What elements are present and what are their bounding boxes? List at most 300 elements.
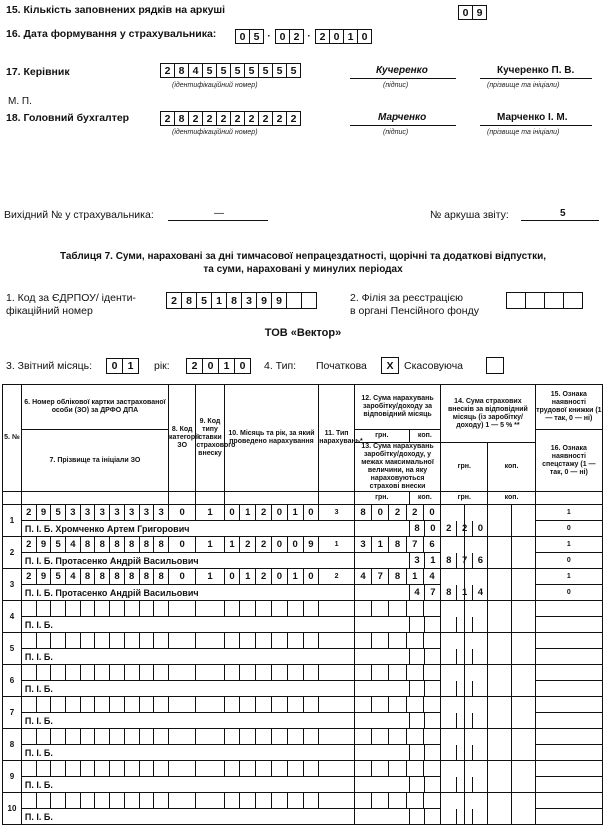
digit-cell[interactable] bbox=[525, 292, 545, 309]
card-digit bbox=[37, 633, 52, 648]
flag15-cell[interactable] bbox=[535, 697, 602, 713]
period-digit bbox=[256, 665, 272, 680]
sum13-digit bbox=[410, 713, 426, 728]
sum12-digit: 0 bbox=[372, 505, 389, 520]
card-number-cell[interactable] bbox=[21, 537, 168, 553]
type-cell[interactable] bbox=[319, 729, 355, 745]
head-id-cells[interactable] bbox=[160, 63, 300, 78]
period-digit bbox=[240, 793, 256, 808]
card-digit: 5 bbox=[51, 505, 66, 520]
digit-cell[interactable]: 1 bbox=[343, 29, 358, 44]
cancel-label: Скасовуюча bbox=[404, 360, 464, 372]
type-cell[interactable] bbox=[319, 761, 355, 777]
sum13-cell[interactable] bbox=[409, 585, 488, 601]
digit-cell[interactable]: 8 bbox=[174, 63, 189, 78]
digit-cell[interactable]: 0 bbox=[458, 5, 473, 20]
sum13-digit bbox=[425, 617, 441, 632]
card-digit bbox=[66, 761, 81, 776]
person-name-cell[interactable]: П. І. Б. bbox=[21, 809, 354, 825]
sum12-digit bbox=[389, 761, 406, 776]
digit-cell[interactable]: 8 bbox=[181, 292, 197, 309]
period-digit bbox=[272, 729, 288, 744]
card-digit bbox=[95, 697, 110, 712]
flag16-cell[interactable] bbox=[535, 777, 602, 793]
card-digit: 8 bbox=[158, 570, 164, 582]
col12-kop: коп. bbox=[409, 430, 441, 443]
period-cell[interactable] bbox=[224, 761, 319, 777]
period-digit: 1 bbox=[288, 569, 304, 584]
period-cell[interactable] bbox=[224, 633, 319, 649]
digit-cell[interactable]: 9 bbox=[256, 292, 272, 309]
edrpou-cells[interactable] bbox=[166, 292, 316, 309]
digit-cell[interactable]: 5 bbox=[244, 63, 259, 78]
digit-cell[interactable]: 2 bbox=[272, 111, 287, 126]
period-cell[interactable] bbox=[224, 729, 319, 745]
accountant-name-caption: (прізвище та ініціали) bbox=[487, 129, 560, 136]
head-label: 17. Керівник bbox=[6, 66, 70, 78]
col14-header: 14. Сума страхових внесків за відповідний місяць (із заробітку/ доходу) 1 — 5 % ** bbox=[441, 385, 536, 443]
card-digit: 8 bbox=[125, 569, 140, 584]
sum13-digit bbox=[410, 649, 426, 664]
digit-cell[interactable] bbox=[286, 292, 302, 309]
digit-cell[interactable]: 2 bbox=[160, 111, 175, 126]
rate-cell[interactable] bbox=[196, 665, 224, 681]
sum12-cell[interactable] bbox=[354, 793, 440, 809]
card-number-cell[interactable] bbox=[21, 729, 168, 745]
flag15-cell[interactable] bbox=[535, 665, 602, 681]
sum13-digit: 8 bbox=[410, 521, 426, 536]
sum13-cell[interactable] bbox=[409, 777, 488, 793]
col7-header: 7. Прізвище та ініціали ЗО bbox=[21, 430, 168, 492]
person-name-cell[interactable]: П. І. Б. bbox=[21, 713, 354, 729]
digit-cell[interactable] bbox=[544, 292, 564, 309]
month-cells[interactable] bbox=[106, 358, 138, 374]
digit-cell[interactable]: 9 bbox=[271, 292, 287, 309]
card-number-cell[interactable] bbox=[21, 761, 168, 777]
card-digit: 3 bbox=[110, 505, 125, 520]
period-digit: 0 bbox=[308, 570, 314, 582]
sum13-cell[interactable] bbox=[409, 745, 488, 761]
sum13-digit bbox=[473, 713, 488, 728]
sum14-digit bbox=[488, 665, 512, 696]
category-digit: 0 bbox=[179, 506, 185, 518]
row-number: 5 bbox=[3, 633, 22, 665]
digit-cell[interactable] bbox=[506, 292, 526, 309]
period-digit: 1 bbox=[240, 505, 256, 520]
sum12-cell[interactable] bbox=[354, 569, 440, 585]
sum12-cell[interactable] bbox=[354, 665, 440, 681]
head-signature: Кучеренко bbox=[376, 65, 428, 76]
sum13-digit: 8 bbox=[441, 553, 457, 568]
digit-cell[interactable]: 1 bbox=[218, 358, 235, 374]
period-digit bbox=[304, 761, 319, 776]
digit-cell[interactable]: 9 bbox=[472, 5, 487, 20]
card-digit: 3 bbox=[158, 506, 164, 518]
card-number-cell[interactable] bbox=[21, 505, 168, 521]
flag16-cell[interactable]: 0 bbox=[535, 521, 602, 537]
card-digit bbox=[154, 729, 168, 744]
accountant-id-cells[interactable] bbox=[160, 111, 300, 126]
rate-digit bbox=[196, 601, 223, 616]
digit-cell[interactable]: 0 bbox=[202, 358, 219, 374]
sum13-cell[interactable] bbox=[409, 649, 488, 665]
rate-digit bbox=[196, 633, 223, 648]
sum12-cell[interactable] bbox=[354, 697, 440, 713]
sum13-cell[interactable] bbox=[409, 809, 488, 825]
period-digit bbox=[225, 665, 241, 680]
sum12-digit bbox=[424, 761, 440, 776]
digit-cell[interactable] bbox=[301, 292, 317, 309]
sum14-digit bbox=[512, 537, 535, 568]
head-id-caption: (ідентифікаційний номер) bbox=[172, 82, 258, 89]
rate-cell[interactable] bbox=[196, 569, 224, 585]
person-name-cell[interactable]: П. І. Б. bbox=[21, 681, 354, 697]
flag16-cell[interactable] bbox=[535, 745, 602, 761]
digit-cell[interactable]: 8 bbox=[226, 292, 242, 309]
digit-cell[interactable]: 2 bbox=[258, 111, 273, 126]
sum12-digit: 7 bbox=[407, 537, 424, 552]
accountant-name: Марченко І. М. bbox=[497, 112, 568, 123]
rows-count-cells[interactable] bbox=[458, 5, 486, 20]
flag15-cell[interactable] bbox=[535, 601, 602, 617]
digit-cell[interactable]: 5 bbox=[258, 63, 273, 78]
card-digit: 3 bbox=[81, 505, 96, 520]
period-cell[interactable] bbox=[224, 793, 319, 809]
flag16-cell[interactable] bbox=[535, 617, 602, 633]
row-number: 7 bbox=[3, 697, 22, 729]
sum12-digit: 1 bbox=[407, 569, 424, 584]
digit-cell[interactable]: 2 bbox=[216, 111, 231, 126]
period-digit bbox=[240, 697, 256, 712]
card-digit bbox=[37, 697, 52, 712]
rate-digit bbox=[196, 697, 223, 712]
period-digit bbox=[225, 729, 241, 744]
category-cell[interactable] bbox=[169, 729, 196, 745]
year-cells[interactable] bbox=[186, 358, 250, 374]
digit-cell[interactable]: 0 bbox=[234, 358, 251, 374]
sum12-cell[interactable] bbox=[354, 729, 440, 745]
flag15-cell[interactable] bbox=[535, 793, 602, 809]
flag16-cell[interactable] bbox=[535, 649, 602, 665]
period-digit bbox=[240, 761, 256, 776]
flag15-cell[interactable]: 1 bbox=[535, 537, 602, 553]
card-digit bbox=[37, 729, 52, 744]
flag15-cell[interactable]: 1 bbox=[535, 505, 602, 521]
card-digit bbox=[51, 729, 66, 744]
person-name-cell[interactable]: П. І. Б. bbox=[21, 617, 354, 633]
company-name: ТОВ «Вектор» bbox=[264, 327, 342, 339]
card-number-cell[interactable] bbox=[21, 569, 168, 585]
type-cell[interactable]: 1 bbox=[319, 537, 355, 553]
rate-cell[interactable] bbox=[196, 633, 224, 649]
type-cell[interactable] bbox=[319, 665, 355, 681]
col10-header: 10. Місяць та рік, за який проведено нарахування bbox=[224, 385, 319, 492]
category-digit bbox=[169, 601, 195, 616]
rate-cell[interactable] bbox=[196, 761, 224, 777]
rate-digit bbox=[196, 729, 223, 744]
digit-cell[interactable]: 0 bbox=[275, 29, 290, 44]
sum12-digit bbox=[372, 793, 389, 808]
person-name-cell[interactable]: П. І. Б. bbox=[21, 745, 354, 761]
person-name-cell[interactable]: П. І. Б. Протасенко Андрій Васильович bbox=[21, 553, 354, 569]
branch-cells[interactable] bbox=[506, 292, 582, 309]
sum13-digit bbox=[457, 681, 473, 696]
category-cell[interactable] bbox=[169, 665, 196, 681]
sum13-digit bbox=[441, 777, 457, 792]
sum13-digit bbox=[410, 745, 426, 760]
period-digit: 2 bbox=[240, 537, 256, 552]
digit-cell[interactable]: 2 bbox=[286, 111, 301, 126]
digit-cell[interactable]: 0 bbox=[329, 29, 344, 44]
digit-cell[interactable]: 3 bbox=[241, 292, 257, 309]
card-number-cell[interactable] bbox=[21, 697, 168, 713]
card-digit bbox=[81, 793, 96, 808]
card-digit: 8 bbox=[140, 537, 155, 552]
period-cell[interactable] bbox=[224, 505, 319, 521]
period-digit bbox=[288, 793, 304, 808]
digit-cell[interactable]: 2 bbox=[315, 29, 330, 44]
period-digit bbox=[304, 633, 319, 648]
card-digit bbox=[125, 729, 140, 744]
sum12-digit: 2 bbox=[389, 505, 406, 520]
sum12-cell[interactable] bbox=[354, 761, 440, 777]
sum12-cell[interactable] bbox=[354, 601, 440, 617]
sum12-cell[interactable] bbox=[354, 633, 440, 649]
type-cell[interactable] bbox=[319, 793, 355, 809]
sum13-cell[interactable] bbox=[409, 713, 488, 729]
card-digit: 8 bbox=[95, 537, 110, 552]
card-number-cell[interactable] bbox=[21, 665, 168, 681]
digit-cell[interactable]: 0 bbox=[357, 29, 372, 44]
sum13-digit bbox=[473, 809, 488, 824]
cancel-checkbox[interactable] bbox=[486, 357, 504, 374]
category-cell[interactable] bbox=[169, 569, 196, 585]
period-digit bbox=[272, 633, 288, 648]
sum13-digit: 1 bbox=[425, 553, 441, 568]
digit-cell[interactable]: 2 bbox=[230, 111, 245, 126]
sum12-digit bbox=[424, 793, 440, 808]
flag15-cell[interactable] bbox=[535, 761, 602, 777]
digit-cell[interactable]: 8 bbox=[174, 111, 189, 126]
digit-cell[interactable] bbox=[563, 292, 583, 309]
digit-cell[interactable]: 5 bbox=[230, 63, 245, 78]
card-number-cell[interactable] bbox=[21, 633, 168, 649]
sum13-digit bbox=[457, 713, 473, 728]
rate-cell[interactable] bbox=[196, 601, 224, 617]
period-digit: 9 bbox=[308, 538, 314, 550]
card-digit: 8 bbox=[110, 569, 125, 584]
card-digit bbox=[140, 601, 155, 616]
digit-cell[interactable]: 2 bbox=[166, 292, 182, 309]
card-digit bbox=[154, 793, 168, 808]
digit-cell[interactable]: 5 bbox=[286, 63, 301, 78]
flag16-cell[interactable]: 0 bbox=[535, 553, 602, 569]
card-digit bbox=[51, 793, 66, 808]
digit-cell[interactable]: 2 bbox=[186, 358, 203, 374]
period-digit bbox=[240, 633, 256, 648]
category-digit bbox=[169, 793, 195, 808]
rate-cell[interactable] bbox=[196, 697, 224, 713]
sum13-digit: 0 bbox=[425, 521, 441, 536]
row-number: 1 bbox=[3, 505, 22, 537]
period-cell[interactable] bbox=[224, 537, 319, 553]
rate-cell[interactable] bbox=[196, 505, 224, 521]
col15-header: 15. Ознака наявності трудової книжки (1 — так, 0 — ні) bbox=[535, 385, 602, 430]
sum13-cell[interactable] bbox=[409, 681, 488, 697]
digit-cell[interactable]: 2 bbox=[244, 111, 259, 126]
category-cell[interactable] bbox=[169, 633, 196, 649]
person-name-cell[interactable]: П. І. Б. bbox=[21, 649, 354, 665]
digit-cell[interactable]: 0 bbox=[235, 29, 250, 44]
sum13-cell[interactable] bbox=[409, 553, 488, 569]
card-digit bbox=[154, 697, 168, 712]
sum12-digit bbox=[424, 601, 440, 616]
flag16-cell[interactable] bbox=[535, 681, 602, 697]
sum14-digit bbox=[488, 601, 512, 632]
digit-cell[interactable]: 2 bbox=[202, 111, 217, 126]
card-digit bbox=[110, 793, 125, 808]
card-number-cell[interactable] bbox=[21, 793, 168, 809]
digit-cell[interactable]: 2 bbox=[160, 63, 175, 78]
digit-cell[interactable]: 5 bbox=[272, 63, 287, 78]
sum13-cell[interactable] bbox=[409, 521, 488, 537]
name-caption: (прізвище та ініціали) bbox=[487, 82, 560, 89]
card-digit bbox=[51, 697, 66, 712]
card-digit bbox=[110, 665, 125, 680]
sum13-digit bbox=[425, 745, 441, 760]
row-number: 8 bbox=[3, 729, 22, 761]
digit-cell[interactable]: 2 bbox=[289, 29, 304, 44]
type-cell[interactable] bbox=[319, 697, 355, 713]
period-digit bbox=[256, 697, 272, 712]
period-digit: 0 bbox=[272, 569, 288, 584]
sum12-digit bbox=[355, 729, 372, 744]
card-digit bbox=[110, 601, 125, 616]
flag16-cell[interactable]: 0 bbox=[535, 585, 602, 601]
flag15-cell[interactable] bbox=[535, 633, 602, 649]
card-digit: 3 bbox=[95, 505, 110, 520]
card-digit: 2 bbox=[22, 505, 37, 520]
rate-cell[interactable] bbox=[196, 793, 224, 809]
digit-cell[interactable]: 2 bbox=[188, 111, 203, 126]
category-cell[interactable] bbox=[169, 793, 196, 809]
digit-cell[interactable]: 1 bbox=[211, 292, 227, 309]
type-cell[interactable] bbox=[319, 633, 355, 649]
sum13-cell[interactable] bbox=[409, 617, 488, 633]
category-cell[interactable] bbox=[169, 697, 196, 713]
digit-cell[interactable]: 5 bbox=[249, 29, 264, 44]
card-number-cell[interactable] bbox=[21, 601, 168, 617]
type-cell[interactable] bbox=[319, 601, 355, 617]
mp-label: М. П. bbox=[8, 96, 32, 107]
period-digit bbox=[288, 665, 304, 680]
rate-cell[interactable] bbox=[196, 537, 224, 553]
sum14-digit bbox=[512, 697, 535, 728]
digit-cell[interactable]: 5 bbox=[216, 63, 231, 78]
person-name-cell[interactable]: П. І. Б. Протасенко Андрій Васильович bbox=[21, 585, 354, 601]
period-cell[interactable] bbox=[224, 697, 319, 713]
category-cell[interactable] bbox=[169, 761, 196, 777]
row-number: 2 bbox=[3, 537, 22, 569]
period-cell[interactable] bbox=[224, 665, 319, 681]
flag16-cell[interactable] bbox=[535, 713, 602, 729]
sum12-digit bbox=[424, 633, 440, 648]
card-digit bbox=[154, 633, 168, 648]
digit-cell[interactable]: 5 bbox=[196, 292, 212, 309]
sum13-digit: 4 bbox=[477, 586, 484, 598]
sum13-digit bbox=[441, 809, 457, 824]
period-digit bbox=[272, 665, 288, 680]
category-cell[interactable] bbox=[169, 537, 196, 553]
rate-digit bbox=[196, 665, 223, 680]
card-digit bbox=[22, 665, 37, 680]
col14b-kop: коп. bbox=[488, 492, 535, 505]
category-cell[interactable] bbox=[169, 601, 196, 617]
period-digit: 1 bbox=[225, 537, 241, 552]
card-digit: 8 bbox=[81, 569, 96, 584]
period-digit bbox=[304, 665, 319, 680]
sum12-digit bbox=[389, 633, 406, 648]
row-number: 9 bbox=[3, 761, 22, 793]
category-digit bbox=[169, 729, 195, 744]
period-cell[interactable] bbox=[224, 601, 319, 617]
col11-header: 11. Тип нарахувань* bbox=[319, 385, 355, 492]
type-cell[interactable]: 3 bbox=[319, 505, 355, 521]
digit-cell[interactable]: 5 bbox=[202, 63, 217, 78]
digit-cell[interactable]: 4 bbox=[188, 63, 203, 78]
branch-label-2: в органі Пенсійного фонду bbox=[350, 305, 479, 317]
sum14-digit bbox=[512, 505, 535, 536]
sign-caption: (підпис) bbox=[383, 82, 409, 89]
head-name: Кучеренко П. В. bbox=[497, 65, 575, 76]
person-name-cell[interactable]: П. І. Б. bbox=[21, 777, 354, 793]
period-digit: 0 bbox=[225, 505, 241, 520]
card-digit bbox=[140, 761, 155, 776]
flag16-cell[interactable] bbox=[535, 809, 602, 825]
flag15-cell[interactable]: 1 bbox=[535, 569, 602, 585]
category-cell[interactable] bbox=[169, 505, 196, 521]
sum13-digit bbox=[457, 617, 473, 632]
sum13-digit: 0 bbox=[477, 522, 484, 534]
card-digit bbox=[125, 697, 140, 712]
year-label: рік: bbox=[154, 360, 170, 372]
period-digit bbox=[256, 761, 272, 776]
sum14-digit bbox=[488, 793, 512, 824]
sum12-digit: 3 bbox=[355, 537, 372, 552]
sum13-digit: 6 bbox=[477, 554, 484, 566]
period-digit bbox=[240, 601, 256, 616]
sum13-digit bbox=[410, 681, 426, 696]
flag15-cell[interactable] bbox=[535, 729, 602, 745]
sum12-digit: 4 bbox=[355, 569, 372, 584]
period-cell[interactable] bbox=[224, 569, 319, 585]
type-cell[interactable]: 2 bbox=[319, 569, 355, 585]
person-name-cell[interactable]: П. І. Б. Хромченко Артем Григорович bbox=[21, 521, 354, 537]
initial-checkbox[interactable]: X bbox=[381, 357, 399, 374]
sum13-digit bbox=[457, 777, 473, 792]
digit-cell[interactable]: 0 bbox=[106, 358, 123, 374]
date-label: 16. Дата формування у страхувальника: bbox=[6, 28, 217, 40]
period-digit bbox=[304, 697, 319, 712]
period-digit bbox=[225, 793, 241, 808]
sum12-cell[interactable] bbox=[354, 505, 440, 521]
sum13-digit bbox=[410, 777, 426, 792]
sum12-cell[interactable] bbox=[354, 537, 440, 553]
card-digit bbox=[22, 761, 37, 776]
digit-cell[interactable]: 1 bbox=[122, 358, 139, 374]
rate-cell[interactable] bbox=[196, 729, 224, 745]
date-cells[interactable]: 0 5 · 0 2 · 2 0 1 0 bbox=[235, 29, 371, 44]
